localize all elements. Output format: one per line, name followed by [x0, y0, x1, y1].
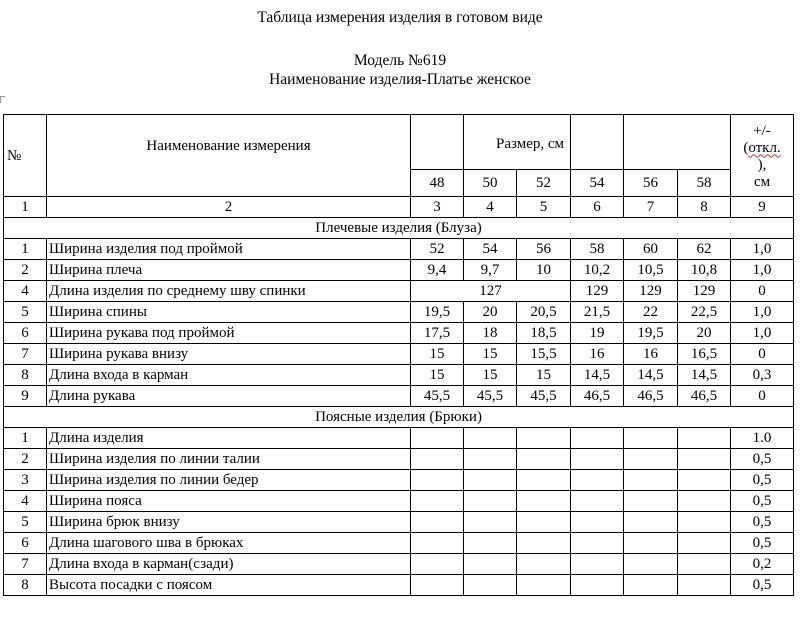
index-cell: 4	[464, 197, 517, 218]
index-cell: 9	[731, 197, 794, 218]
measurement-table	[3, 114, 794, 596]
measurement-name: Высота посадки с поясом	[47, 575, 411, 596]
header-deviation-word-line	[733, 140, 791, 157]
measurement-name: Длина шагового шва в брюках	[47, 533, 411, 554]
header-deviation-word: откл.	[748, 139, 781, 156]
empty-value-cell	[624, 533, 678, 554]
deviation-cell: 0,5	[731, 470, 794, 491]
value-cell: 58	[571, 239, 624, 260]
empty-value-cell	[411, 533, 464, 554]
value-cell: 18,5	[517, 323, 571, 344]
value-cell: 10,8	[678, 260, 731, 281]
model-number: Модель №619	[353, 52, 447, 69]
value-cell: 10,2	[571, 260, 624, 281]
value-cell: 10	[517, 260, 571, 281]
deviation-cell: 0	[731, 281, 794, 302]
empty-value-cell	[464, 554, 517, 575]
empty-value-cell	[571, 554, 624, 575]
deviation-cell: 1,0	[731, 302, 794, 323]
section-row-trousers	[4, 407, 794, 428]
row-number: 4	[4, 491, 47, 512]
empty-value-cell	[678, 428, 731, 449]
row-number: 4	[4, 281, 47, 302]
deviation-cell: 0,5	[731, 491, 794, 512]
empty-value-cell	[411, 449, 464, 470]
table-row	[4, 239, 794, 260]
value-cell: 19,5	[624, 323, 678, 344]
row-number: 1	[4, 239, 47, 260]
empty-value-cell	[624, 512, 678, 533]
empty-value-cell	[624, 428, 678, 449]
deviation-cell: 0	[731, 386, 794, 407]
header-deviation-unit: см	[753, 173, 771, 190]
index-cell: 8	[678, 197, 731, 218]
empty-value-cell	[464, 533, 517, 554]
empty-value-cell	[517, 491, 571, 512]
value-cell: 56	[517, 239, 571, 260]
column-index-row	[4, 197, 794, 218]
empty-value-cell	[517, 470, 571, 491]
table-row	[4, 281, 794, 302]
table-row	[4, 575, 794, 596]
table-header-row	[4, 115, 794, 170]
value-cell: 22	[624, 302, 678, 323]
empty-value-cell	[464, 575, 517, 596]
section-title: Плечевые изделия (Блуза)	[4, 218, 794, 239]
index-cell: 5	[517, 197, 571, 218]
row-number: 1	[4, 428, 47, 449]
value-cell: 9,7	[464, 260, 517, 281]
header-deviation-open: (	[743, 139, 749, 156]
row-number: 8	[4, 365, 47, 386]
empty-value-cell	[411, 554, 464, 575]
table-row	[4, 554, 794, 575]
value-cell: 18	[464, 323, 517, 344]
empty-value-cell	[678, 491, 731, 512]
value-cell: 62	[678, 239, 731, 260]
empty-value-cell	[411, 428, 464, 449]
measurement-name: Ширина спины	[47, 302, 411, 323]
table-row	[4, 260, 794, 281]
index-cell: 7	[624, 197, 678, 218]
size-56: 56	[624, 170, 678, 197]
header-deviation-pm: +/-	[753, 122, 771, 139]
measurement-name: Ширина пояса	[47, 491, 411, 512]
row-number: 8	[4, 575, 47, 596]
row-number: 6	[4, 533, 47, 554]
value-cell: 14,5	[624, 365, 678, 386]
empty-value-cell	[464, 449, 517, 470]
table-row	[4, 365, 794, 386]
row-number: 9	[4, 386, 47, 407]
index-cell: 6	[571, 197, 624, 218]
table-row	[4, 386, 794, 407]
value-cell: 45,5	[411, 386, 464, 407]
empty-value-cell	[464, 428, 517, 449]
table-row	[4, 512, 794, 533]
value-cell: 129	[571, 281, 624, 302]
empty-value-cell	[571, 575, 624, 596]
row-number: 5	[4, 512, 47, 533]
index-cell: 1	[4, 197, 47, 218]
value-cell: 9,4	[411, 260, 464, 281]
row-number: 5	[4, 302, 47, 323]
size-54: 54	[571, 170, 624, 197]
measurement-name: Ширина брюк внизу	[47, 512, 411, 533]
deviation-cell: 0,5	[731, 449, 794, 470]
deviation-cell: 1,0	[731, 239, 794, 260]
row-number: 2	[4, 449, 47, 470]
empty-value-cell	[411, 491, 464, 512]
deviation-cell: 1,0	[731, 323, 794, 344]
header-size-blank-3	[624, 115, 731, 170]
measurement-name: Ширина изделия по линии бедер	[47, 470, 411, 491]
deviation-cell: 0,5	[731, 533, 794, 554]
table-row	[4, 449, 794, 470]
empty-value-cell	[624, 470, 678, 491]
measurement-name: Ширина рукава внизу	[47, 344, 411, 365]
deviation-cell: 0,3	[731, 365, 794, 386]
empty-value-cell	[517, 428, 571, 449]
empty-value-cell	[411, 575, 464, 596]
empty-value-cell	[517, 449, 571, 470]
section-row-blouse	[4, 218, 794, 239]
table-row	[4, 344, 794, 365]
empty-value-cell	[517, 533, 571, 554]
deviation-cell: 0,5	[731, 512, 794, 533]
merged-value-cell: 127	[411, 281, 571, 302]
header-deviation	[731, 115, 794, 197]
empty-value-cell	[411, 512, 464, 533]
size-58: 58	[678, 170, 731, 197]
value-cell: 14,5	[678, 365, 731, 386]
empty-value-cell	[678, 449, 731, 470]
value-cell: 54	[464, 239, 517, 260]
header-size-blank-2	[571, 115, 624, 170]
deviation-cell: 0	[731, 344, 794, 365]
value-cell: 16,5	[678, 344, 731, 365]
value-cell: 16	[571, 344, 624, 365]
value-cell: 17,5	[411, 323, 464, 344]
measurement-name: Длина изделия по среднему шву спинки	[47, 281, 411, 302]
value-cell: 15	[517, 365, 571, 386]
size-52: 52	[517, 170, 571, 197]
empty-value-cell	[624, 554, 678, 575]
product-name: Наименование изделия-Платье женское	[269, 71, 531, 88]
table-row	[4, 428, 794, 449]
empty-value-cell	[624, 575, 678, 596]
value-cell: 15	[411, 365, 464, 386]
empty-value-cell	[517, 575, 571, 596]
empty-value-cell	[411, 470, 464, 491]
value-cell: 46,5	[624, 386, 678, 407]
row-number: 6	[4, 323, 47, 344]
header-size: Размер, см	[464, 115, 571, 170]
table-row	[4, 491, 794, 512]
row-number: 7	[4, 344, 47, 365]
row-number: 2	[4, 260, 47, 281]
value-cell: 52	[411, 239, 464, 260]
value-cell: 20	[464, 302, 517, 323]
header-size-blank-1	[411, 115, 464, 170]
section-title: Поясные изделия (Брюки)	[4, 407, 794, 428]
value-cell: 15,5	[517, 344, 571, 365]
value-cell: 20	[678, 323, 731, 344]
value-cell: 19,5	[411, 302, 464, 323]
header-deviation-close: ),	[757, 156, 767, 173]
value-cell: 45,5	[464, 386, 517, 407]
value-cell: 21,5	[571, 302, 624, 323]
measurement-name: Ширина рукава под проймой	[47, 323, 411, 344]
value-cell: 60	[624, 239, 678, 260]
size-50: 50	[464, 170, 517, 197]
empty-value-cell	[571, 428, 624, 449]
table-row	[4, 470, 794, 491]
value-cell: 45,5	[517, 386, 571, 407]
row-number: 7	[4, 554, 47, 575]
value-cell: 129	[624, 281, 678, 302]
table-row	[4, 533, 794, 554]
measurement-name: Ширина изделия по линии талии	[47, 449, 411, 470]
value-cell: 46,5	[571, 386, 624, 407]
value-cell: 46,5	[678, 386, 731, 407]
measurement-name: Длина изделия	[47, 428, 411, 449]
empty-value-cell	[571, 449, 624, 470]
measurement-name: Ширина плеча	[47, 260, 411, 281]
empty-value-cell	[464, 512, 517, 533]
empty-value-cell	[678, 512, 731, 533]
table-row	[4, 323, 794, 344]
value-cell: 20,5	[517, 302, 571, 323]
value-cell: 14,5	[571, 365, 624, 386]
empty-value-cell	[517, 512, 571, 533]
measurement-name: Длина входа в карман	[47, 365, 411, 386]
value-cell: 15	[411, 344, 464, 365]
empty-value-cell	[517, 554, 571, 575]
measurement-name: Длина входа в карман(сзади)	[47, 554, 411, 575]
empty-value-cell	[678, 575, 731, 596]
empty-value-cell	[624, 449, 678, 470]
empty-value-cell	[678, 470, 731, 491]
empty-value-cell	[571, 470, 624, 491]
value-cell: 10,5	[624, 260, 678, 281]
empty-value-cell	[464, 491, 517, 512]
empty-value-cell	[571, 533, 624, 554]
empty-value-cell	[571, 491, 624, 512]
value-cell: 129	[678, 281, 731, 302]
value-cell: 19	[571, 323, 624, 344]
value-cell: 16	[624, 344, 678, 365]
deviation-cell: 0,2	[731, 554, 794, 575]
empty-value-cell	[678, 554, 731, 575]
value-cell: 15	[464, 344, 517, 365]
deviation-cell: 1,0	[731, 260, 794, 281]
table-anchor-mark	[0, 96, 5, 103]
header-measurement-name: Наименование измерения	[47, 115, 411, 197]
empty-value-cell	[571, 512, 624, 533]
deviation-cell: 0,5	[731, 575, 794, 596]
measurement-name: Ширина изделия под проймой	[47, 239, 411, 260]
size-48: 48	[411, 170, 464, 197]
header-number: №	[4, 115, 47, 197]
value-cell: 22,5	[678, 302, 731, 323]
document-title: Таблица измерения изделия в готовом виде	[257, 9, 543, 26]
empty-value-cell	[464, 470, 517, 491]
row-number: 3	[4, 470, 47, 491]
value-cell: 15	[464, 365, 517, 386]
index-cell: 2	[47, 197, 411, 218]
index-cell: 3	[411, 197, 464, 218]
empty-value-cell	[678, 533, 731, 554]
table-row	[4, 302, 794, 323]
deviation-cell: 1.0	[731, 428, 794, 449]
empty-value-cell	[624, 491, 678, 512]
measurement-name: Длина рукава	[47, 386, 411, 407]
